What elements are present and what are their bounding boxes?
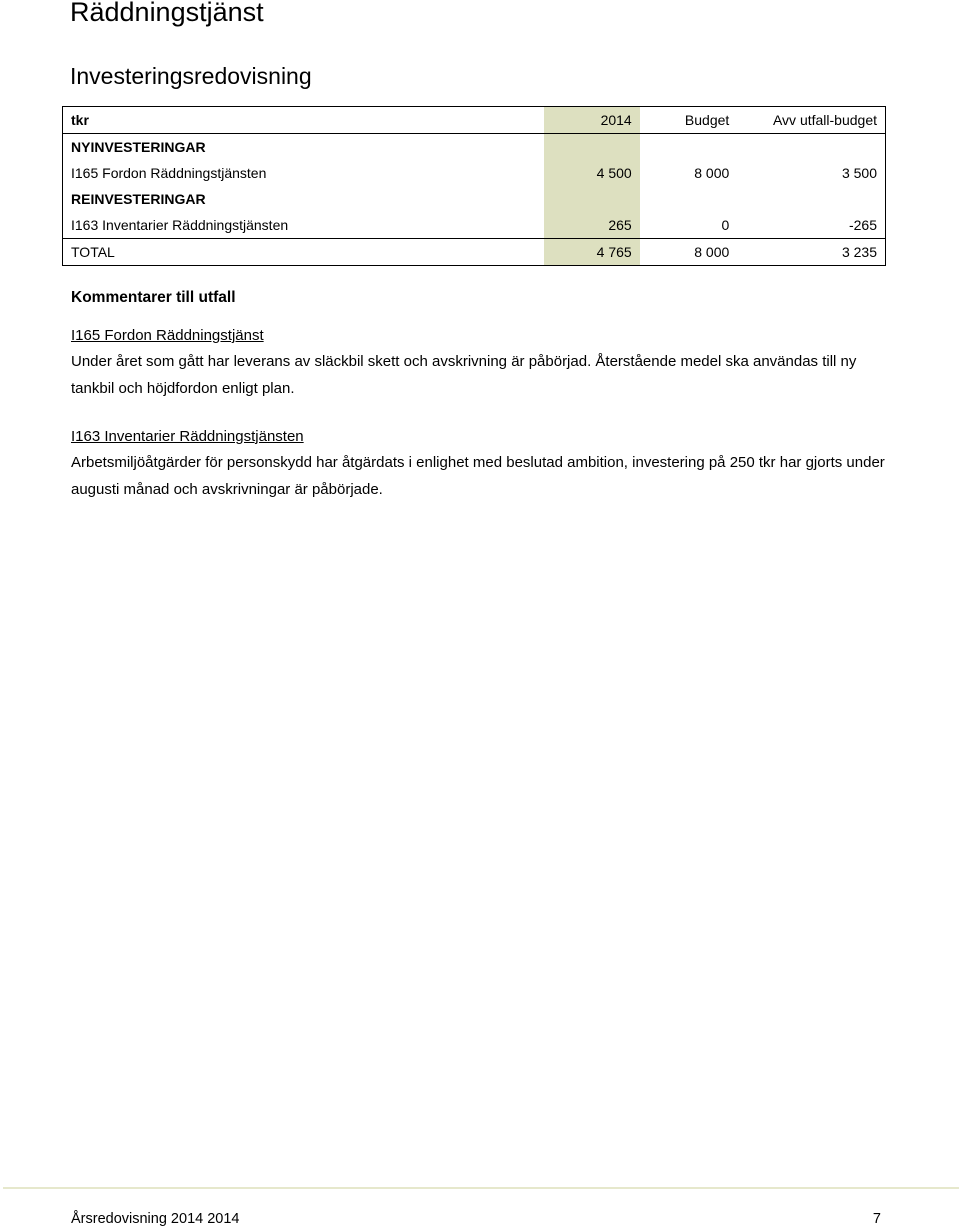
total-budget-value: 8 000 [640,239,738,266]
comment-item-body: Arbetsmiljöåtgärder för personskydd har åtgärdats i enlighet med beslutad ambition, investering på 250 tkr har gjorts under augusti månad och avskrivningar är påbörjade. [71,454,885,498]
total-2014-value: 4 765 [544,239,640,266]
row-label: I165 Fordon Räddningstjänsten [71,165,267,181]
header-deviation-cell: Avv utfall-budget [737,107,885,134]
row-label: NYINVESTERINGAR [71,139,206,155]
row-deviation-value: -265 [848,217,877,233]
row-budget-value: 0 [721,217,730,233]
footer-divider [3,1187,959,1189]
table-row [63,186,886,212]
section-title: Investeringsredovisning [70,63,312,89]
table-total-row [63,239,886,266]
comment-item-title: I165 Fordon Räddningstjänst [71,327,264,344]
table-header-row [63,107,886,134]
row-deviation-value: 3 500 [841,165,877,181]
comments-heading: Kommentarer till utfall [71,289,236,306]
row-label: REINVESTERINGAR [71,191,206,207]
row-2014-value [544,134,640,161]
comment-item-body: Under året som gått har leverans av släckbil skett och avskrivning är påbörjad. Återstående medel ska användas till ny tankbil och höjdfordon enligt plan. [71,353,857,397]
row-budget-value: 8 000 [694,165,730,181]
row-deviation-value [737,134,885,161]
footer-document-title: Årsredovisning 2014 2014 [71,1211,240,1227]
comment-item-title: I163 Inventarier Räddningstjänsten [71,428,304,445]
header-unit-cell: tkr [63,107,545,134]
row-2014-value: 4 500 [544,160,640,186]
table-row [63,212,886,239]
row-label: I163 Inventarier Räddningstjänsten [71,217,289,233]
footer-page-number: 7 [872,1211,881,1227]
table-row [63,134,886,161]
investment-table [62,106,886,266]
total-deviation-value: 3 235 [737,239,885,266]
header-budget-cell: Budget [640,107,738,134]
row-2014-value [544,186,640,212]
row-budget-value [640,186,738,212]
header-2014-cell: 2014 [544,107,640,134]
total-label: TOTAL [63,239,545,266]
row-deviation-value [737,186,885,212]
row-2014-value: 265 [544,212,640,239]
table-row [63,160,886,186]
row-budget-value [640,134,738,161]
page-title: Räddningstjänst [70,0,264,27]
